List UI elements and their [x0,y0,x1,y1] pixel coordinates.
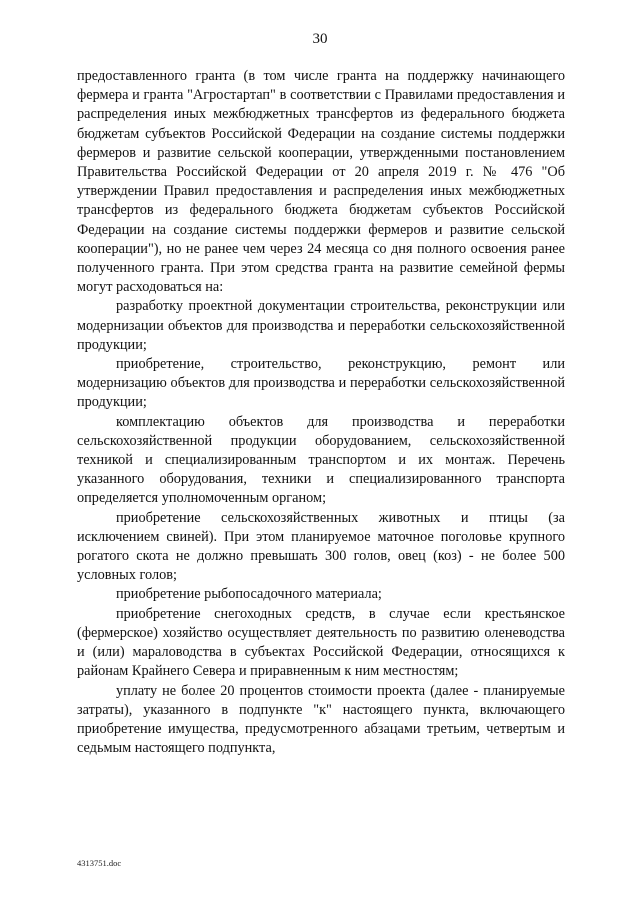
page-number: 30 [312,31,328,47]
paragraph-continuation: предоставленного гранта (в том числе гранта на поддержку начинающего фермера и гранта "Агростартап" в соответствии с Правилами предоставления и распределения иных межбюджетных трансфертов из федерального бюджета бюджетам субъектов Российской Федерации на создание системы поддержки фермеров и развитие сельской кооперации, утвержденными постановлением Правительства Российской Федерации от 20 апреля 2019 г. № 476 "Об утверждении Правил предоставления и распределения иных межбюджетных трансфертов из федерального бюджета бюджетам субъектов Российской Федерации на создание системы поддержки фермеров и развитие сельской кооперации"), но не ранее чем через 24 месяца со дня полного освоения ранее полученного гранта. При этом средства гранта на развитие семейной фермы могут расходоваться на: [77,68,565,296]
paragraph-payment: уплату не более 20 процентов стоимости проекта (далее - планируемые затраты), указанного в подпункте "к" настоящего пункта, включающего приобретение имущества, предусмотренного абзацами третьим, четвертым и седьмым настоящего подпункта, [77,682,565,757]
paragraph-animals: приобретение сельскохозяйственных животных и птицы (за исключением свиней). При этом планируемое маточное поголовье крупного рогатого скота не должно превышать 300 голов, овец (коз) - не более 500 условных голов; [77,509,565,584]
paragraph-acquisition-construction: приобретение, строительство, реконструкцию, ремонт или модернизацию объектов для производства и переработки сельскохозяйственной продукции; [77,356,565,411]
paragraph-design-documentation: разработку проектной документации строительства, реконструкции или модернизации объектов для производства и переработки сельскохозяйственной продукции; [77,298,565,353]
document-body [77,67,565,758]
paragraph-equipment: комплектацию объектов для производства и переработки сельскохозяйственной продукции оборудованием, сельскохозяйственной техникой и специализированным транспортом и их монтаж. Перечень указанного оборудования, техники и специализированного транспорта определяется уполномоченным органом; [77,413,565,507]
paragraph-fish-stock: приобретение рыбопосадочного материала; [116,586,382,603]
footer-doc-id: 4313751.doc [77,858,122,868]
paragraph-snowmobiles: приобретение снегоходных средств, в случае если крестьянское (фермерское) хозяйство осуществляет деятельность по развитию оленеводства и (или) мараловодства в субъектах Российской Федерации, относящихся к районам Крайнего Севера и приравненным к ним местностям; [77,605,565,680]
